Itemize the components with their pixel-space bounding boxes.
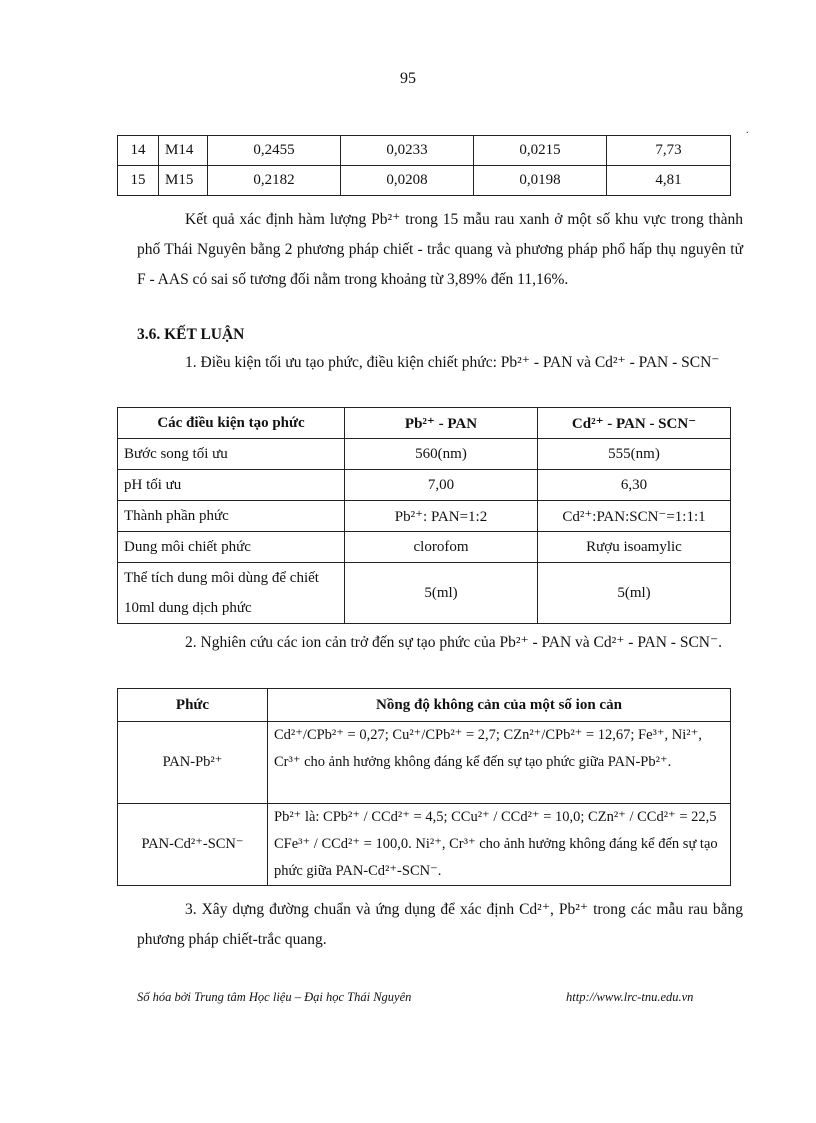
condition-label: Thành phần phức	[118, 501, 345, 532]
section-title: 3.6. KẾT LUẬN	[137, 326, 245, 343]
complex-name: PAN-Cd²⁺-SCN⁻	[118, 804, 268, 886]
header-cd-pan-scn: Cd²⁺ - PAN - SCN⁻	[538, 408, 731, 439]
pb-value: clorofom	[345, 532, 538, 563]
table-row	[118, 804, 731, 886]
footer-url[interactable]: http://www.lrc-tnu.edu.vn	[566, 990, 694, 1004]
cell-id: M15	[159, 166, 208, 196]
table-header-row	[118, 408, 731, 439]
results-table	[117, 135, 731, 196]
header-ions: Nồng độ không cản của một số ion cản	[268, 689, 731, 722]
cell-value: 0,0198	[474, 166, 607, 196]
condition-label: pH tối ưu	[118, 470, 345, 501]
conclusion-item-3: 3. Xây dựng đường chuẩn và ứng dụng để xác định Cd²⁺, Pb²⁺ trong các mẫu rau bằng phương pháp chiết-trắc quang.	[137, 901, 743, 948]
conclusion-item-1: 1. Điều kiện tối ưu tạo phức, điều kiện chiết phức: Pb²⁺ - PAN và Cd²⁺ - PAN - SCN⁻	[185, 354, 720, 371]
pb-value: 7,00	[345, 470, 538, 501]
condition-label: Dung môi chiết phức	[118, 532, 345, 563]
pb-value: 560(nm)	[345, 439, 538, 470]
ion-limits: Pb²⁺ là: CPb²⁺ / CCd²⁺ = 4,5; CCu²⁺ / CCd²⁺ = 10,0; CZn²⁺ / CCd²⁺ = 22,5 CFe³⁺ / CCd²⁺ = 100,0. Ni²⁺, Cr³⁺ cho ảnh hưởng không đáng kể đến sự tạo phức giữa PAN-Cd²⁺-SCN⁻.	[268, 804, 731, 886]
cell-value: 0,0233	[341, 136, 474, 166]
header-pb-pan: Pb²⁺ - PAN	[345, 408, 538, 439]
conclusion-item-2: 2. Nghiên cứu các ion cản trở đến sự tạo phức của Pb²⁺ - PAN và Cd²⁺ - PAN - SCN⁻.	[185, 634, 723, 651]
summary-paragraph: Kết quả xác định hàm lượng Pb²⁺ trong 15 mẫu rau xanh ở một số khu vực trong thành phố Thái Nguyên bằng 2 phương pháp chiết - trắc quang và phương pháp phổ hấp thụ nguyên tử F - AAS có sai số tương đối nằm trong khoảng từ 3,89% đến 11,16%.	[137, 211, 743, 288]
cd-value: Cd²⁺:PAN:SCN⁻=1:1:1	[538, 501, 731, 532]
interference-table	[117, 688, 731, 886]
table-row	[118, 470, 731, 501]
cell-no: 14	[118, 136, 159, 166]
stray-dot: .	[746, 125, 749, 136]
table-row	[118, 722, 731, 804]
ion-limits: Cd²⁺/CPb²⁺ = 0,27; Cu²⁺/CPb²⁺ = 2,7; CZn²⁺/CPb²⁺ = 12,67; Fe³⁺, Ni²⁺, Cr³⁺ cho ảnh hưởng không đáng kể đến sự tạo phức giữa PAN-Pb²⁺.	[268, 722, 731, 804]
page-number: 95	[400, 70, 416, 87]
footer-source: Số hóa bởi Trung tâm Học liệu – Đại học Thái Nguyên	[137, 990, 412, 1004]
cd-value: Rượu isoamylic	[538, 532, 731, 563]
cell-value: 4,81	[607, 166, 731, 196]
table-row	[118, 136, 731, 166]
cd-value: 5(ml)	[538, 563, 731, 624]
pb-value: Pb²⁺: PAN=1:2	[345, 501, 538, 532]
cell-value: 7,73	[607, 136, 731, 166]
condition-label: Thể tích dung môi dùng để chiết 10ml dung dịch phức	[118, 563, 345, 624]
table-row	[118, 166, 731, 196]
table-row	[118, 563, 731, 624]
cell-value: 0,0215	[474, 136, 607, 166]
cell-no: 15	[118, 166, 159, 196]
complex-name: PAN-Pb²⁺	[118, 722, 268, 804]
cell-id: M14	[159, 136, 208, 166]
cell-value: 0,2182	[208, 166, 341, 196]
pb-value: 5(ml)	[345, 563, 538, 624]
header-conditions: Các điều kiện tạo phức	[118, 408, 345, 439]
cell-value: 0,2455	[208, 136, 341, 166]
table-row	[118, 501, 731, 532]
condition-label: Bước song tối ưu	[118, 439, 345, 470]
table-row	[118, 532, 731, 563]
cd-value: 555(nm)	[538, 439, 731, 470]
cell-value: 0,0208	[341, 166, 474, 196]
conditions-table	[117, 407, 731, 624]
header-complex: Phức	[118, 689, 268, 722]
cd-value: 6,30	[538, 470, 731, 501]
table-header-row	[118, 689, 731, 722]
table-row	[118, 439, 731, 470]
